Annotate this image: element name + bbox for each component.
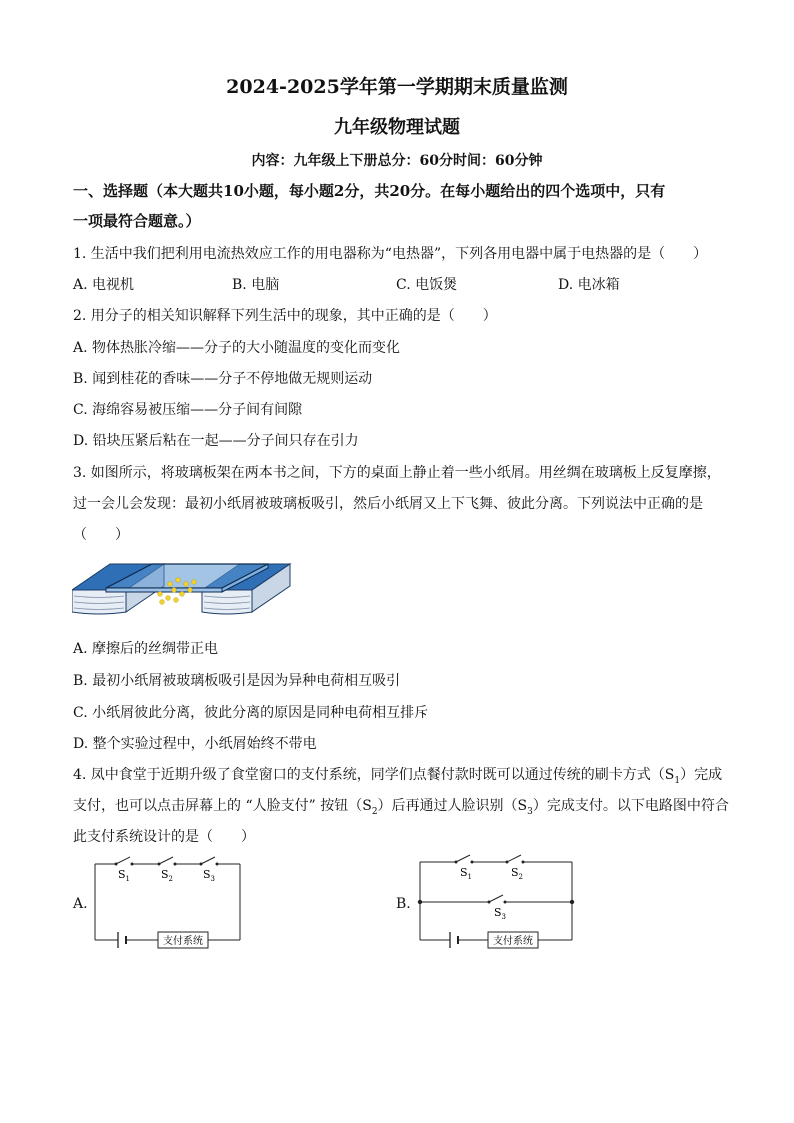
q2-stem: 2. 用分子的相关知识解释下列生活中的现象，其中正确的是（ ） [73, 308, 497, 324]
page-subtitle: 九年级物理试题 [334, 117, 460, 138]
circuit-a-box-label: 支付系统 [163, 936, 203, 947]
q1-option-d[interactable]: D. 电冰箱 [558, 277, 620, 293]
section-heading-2: 一项最符合题意。） [73, 212, 201, 230]
circuit-a-diagram[interactable] [90, 852, 250, 952]
section-heading-1: 一、选择题（本大题共10小题，每小题2分，共20分。在每小题给出的四个选项中，只有 [73, 182, 666, 200]
page-title: 2024-2025学年第一学期期末质量监测 [226, 76, 568, 98]
q3-stem-1: 3. 如图所示，将玻璃板架在两本书之间，下方的桌面上静止着一些小纸屑。用丝绸在玻璃板上反复摩擦， [73, 465, 721, 481]
circuit-b-box-label: 支付系统 [493, 936, 533, 947]
q2-option-b[interactable]: B. 闻到桂花的香味——分子不停地做无规则运动 [73, 371, 373, 387]
q4-stem-1: 4. 凤中食堂于近期升级了食堂窗口的支付系统，同学们点餐付款时既可以通过传统的刷卡方式$(S_1)$完成 [73, 767, 723, 786]
circuit-a-s2-label: $S_2$ [161, 868, 174, 883]
circuit-b-s3-label: $S_3$ [494, 906, 507, 921]
circuit-b-diagram[interactable] [414, 850, 584, 952]
q4-option-b[interactable]: B. [396, 896, 411, 912]
circuit-a-s3-label: $S_3$ [203, 868, 216, 883]
q1-stem: 1. 生活中我们把利用电流热效应工作的用电器称为“电热器”，下列各用电器中属于电热器的是（ ） [73, 246, 708, 262]
q1-option-b[interactable]: B. 电脑 [232, 277, 280, 293]
q3-stem-2: 过一会儿会发现：最初小纸屑被玻璃板吸引，然后小纸屑又上下飞舞、彼此分离。下列说法中正确的是 [73, 496, 703, 512]
q4-stem-3: 此支付系统设计的是（ ） [73, 829, 255, 845]
q3-option-a[interactable]: A. 摩擦后的丝绸带正电 [73, 641, 219, 657]
circuit-a-s1-label: $S_1$ [118, 868, 131, 883]
glass-plate-figure [72, 560, 294, 624]
q3-option-c[interactable]: C. 小纸屑彼此分离，彼此分离的原因是同种电荷相互排斥 [73, 705, 429, 721]
exam-info: 内容：九年级上下册总分：60分时间：60分钟 [251, 153, 543, 169]
q2-option-c[interactable]: C. 海绵容易被压缩——分子间有间隙 [73, 402, 303, 418]
q4-stem-2: 支付，也可以点击屏幕上的 “人脸支付” 按钮$(S_2)$后再通过人脸识别$(S_3)$完成支付。以下电路图中符合 [73, 798, 729, 817]
circuit-b-s2-label: $S_2$ [511, 866, 524, 881]
q3-option-b[interactable]: B. 最初小纸屑被玻璃板吸引是因为异种电荷相互吸引 [73, 673, 401, 689]
q3-stem-3: （ ） [73, 527, 129, 543]
q1-option-c[interactable]: C. 电饭煲 [396, 277, 458, 293]
q3-option-d[interactable]: D. 整个实验过程中，小纸屑始终不带电 [73, 736, 317, 752]
q2-option-a[interactable]: A. 物体热胀冷缩——分子的大小随温度的变化而变化 [73, 340, 401, 356]
q1-option-a[interactable]: A. 电视机 [73, 277, 135, 293]
q4-option-a[interactable]: A. [73, 896, 88, 912]
circuit-b-s1-label: $S_1$ [460, 866, 473, 881]
q2-option-d[interactable]: D. 铅块压紧后粘在一起——分子间只存在引力 [73, 433, 359, 449]
